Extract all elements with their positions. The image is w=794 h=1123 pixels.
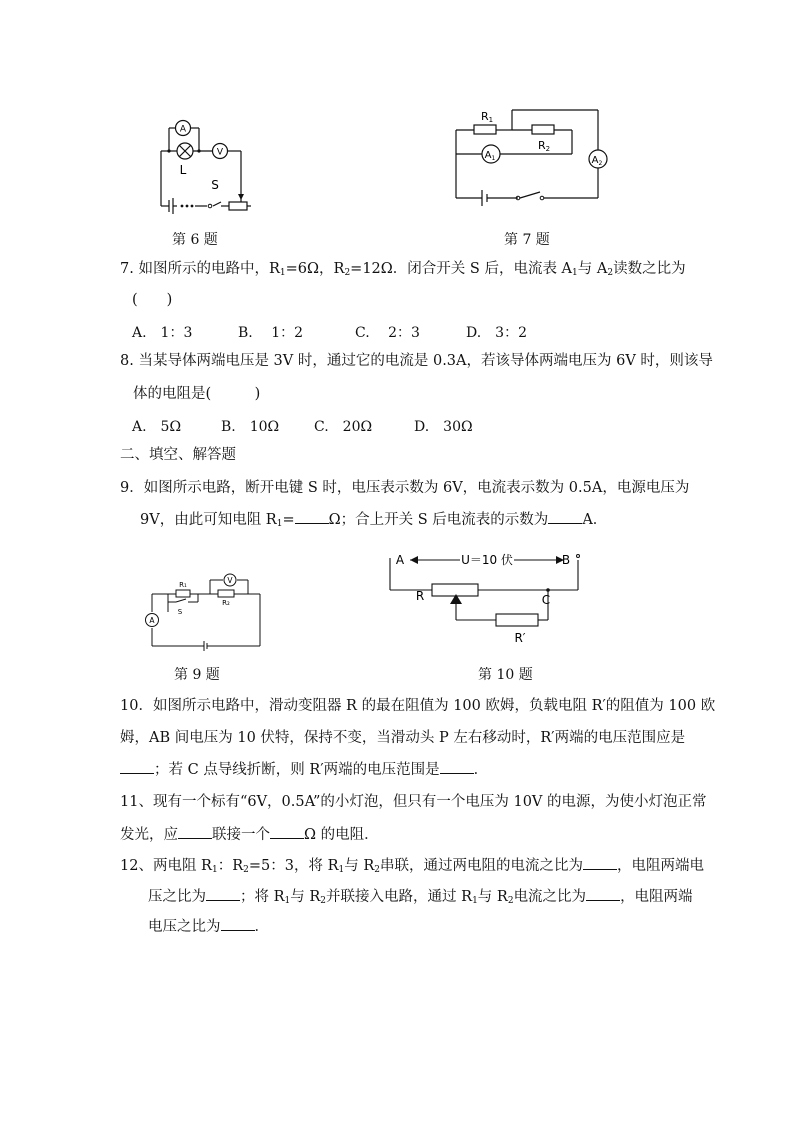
fig6-voltmeter-label: V [216,147,224,158]
fig10-a-label: A [395,553,405,567]
q9-text-c: Ω；合上开关 S 后电流表的示数为 [328,512,549,528]
q7-text-c: =12Ω．闭合开关 S 后，电流表 A [350,261,573,277]
fig6-lamp-label: L [179,163,187,177]
figure-10-circuit [384,548,584,648]
q10-line-3 [120,759,488,780]
q10-text-b: ． [473,762,489,778]
q8-line-1: 8. 当某导体两端电压是 3V 时，通过它的电流是 0.3A，若该导体两端电压为 6V 时，则该导 [120,353,713,369]
q9-blank-r1[interactable] [295,509,329,524]
q9-sub-1: 1 [276,519,283,529]
q8-option-c[interactable]: C. 20Ω [314,419,373,435]
q12-s5: 1 [284,896,291,906]
q9-line-2 [140,509,607,534]
q7-line-2: ( ) [132,292,173,308]
figure-7-circuit [448,104,612,212]
q12-s3: 1 [338,865,345,875]
fig10-rprime-label: R′ [514,631,526,645]
q7-option-a[interactable]: A. 1：3 [132,325,193,341]
q10-blank-2[interactable] [440,759,474,774]
q7-sub-4: 2 [607,268,614,278]
caption-q9: 第 9 题 [174,667,220,683]
q11-blank-1[interactable] [178,824,212,839]
q7-option-c[interactable]: C. 2：3 [355,325,420,341]
q10-line-1: 10．如图所示电路中，滑动变阻器 R 的最在阻值为 100 欧姆，负载电阻 R′的阻值为 100 欧 [120,698,716,714]
q7-text-a: 7. 如图所示的电路中，R [120,261,280,277]
q12-t1f: ，电阻两端电 [617,858,705,874]
q12-t2a: 压之比为 [148,889,206,905]
lamp-symbol [177,143,193,159]
figure-6-circuit [155,118,255,214]
q12-blank-2[interactable] [206,886,240,901]
fig7-a1-main: A [484,150,492,161]
fig9-r2-label: R₂ [222,599,230,607]
fig7-a2-sub: 2 [598,160,603,167]
q12-t1a: 12、两电阻 R [120,858,212,874]
q12-t2g: ，电阻两端 [620,889,693,905]
q8-option-a[interactable]: A. 5Ω [132,419,182,435]
fig7-r2-main: R [538,139,546,152]
q12-s7: 1 [472,896,478,906]
fig7-r1-label [481,110,493,124]
q12-blank-4[interactable] [221,916,255,931]
q12-t2d: 并联接入电路，通过 R [326,889,473,905]
q11-blank-2[interactable] [270,824,304,839]
q12-t1e: 串联，通过两电阻的电流之比为 [380,858,584,874]
fig7-a1-sub: 1 [491,155,496,162]
fig9-r1-label: R₁ [179,581,187,589]
q12-s1: 1 [211,865,218,875]
q7-text-d: 与 A [577,261,608,277]
q12-t1b: ：R [217,858,244,874]
q10-text-a: ；若 C 点导线折断，则 R′两端的电压范围是 [154,762,440,778]
fig6-switch-label: S [211,178,219,192]
q8-option-b[interactable]: B. 10Ω [221,419,280,435]
q12-line-2 [148,886,693,911]
q7-sub-3: 1 [572,268,578,278]
q12-blank-1[interactable] [583,855,617,870]
q9-blank-current[interactable] [548,509,582,524]
q7-sub-2: 2 [344,268,351,278]
q7-line-1 [120,259,686,283]
q11-text-a: 发光，应 [120,827,178,843]
caption-q6: 第 6 题 [172,232,218,248]
q12-t1c: =5：3，将 R [248,858,339,874]
q11-line-1: 11、现有一个标有“6V，0.5A”的小灯泡，但只有一个电压为 10V 的电源，为使小灯泡正常 [120,794,707,810]
fig10-c-label: C [541,593,551,607]
fig9-switch-label: S [177,608,183,616]
q12-t1d: 与 R [344,858,375,874]
fig7-r2-sub: 2 [545,145,551,153]
q12-s6: 2 [320,896,327,906]
q12-line-3 [148,916,269,937]
q11-line-2 [120,824,379,845]
q12-t3a: 电压之比为 [148,919,221,935]
fig9-voltmeter-label: V [227,576,233,585]
q12-s8: 2 [507,896,514,906]
section-heading: 二、填空、解答题 [120,447,236,463]
fig9-ammeter-label: A [149,616,155,625]
q7-option-d[interactable]: D. 3：2 [466,325,527,341]
fig7-r2-label [538,139,550,153]
fig7-a2-main: A [591,155,599,166]
q8-option-d[interactable]: D. 30Ω [414,419,473,435]
q9-text-a: 9V，由此可知电阻 R [140,512,277,528]
q11-text-b: 联接一个 [212,827,270,843]
figure-9-circuit [140,572,264,652]
caption-q10: 第 10 题 [478,667,533,683]
q12-line-1 [120,855,704,880]
q9-line-1: 9．如图所示电路，断开电键 S 时，电压表示数为 6V，电流表示数为 0.5A，电源电压为 [120,480,690,496]
fig6-ammeter-label: A [179,124,187,135]
q10-blank-1[interactable] [120,759,154,774]
q12-t2e: 与 R [477,889,508,905]
q12-s4: 2 [374,865,381,875]
caption-q7: 第 7 题 [504,232,550,248]
q7-option-b[interactable]: B. 1：2 [238,325,304,341]
q12-t3b: ． [254,919,269,935]
q12-t2f: 电流之比为 [513,889,587,905]
q7-text-e: 读数之比为 [613,261,686,277]
q12-blank-3[interactable] [586,886,620,901]
q8-line-2: 体的电阻是( ) [133,386,261,402]
q12-s2: 2 [243,865,249,875]
fig10-voltage-label: U＝10 伏 [461,553,513,567]
fig10-b-label: B [561,553,571,567]
fig10-r-label: R [415,589,425,603]
q9-text-b: = [282,512,295,528]
q11-text-c: Ω 的电阻． [304,827,379,843]
q9-text-d: A． [582,512,608,528]
q10-line-2: 姆，AB 间电压为 10 伏特，保持不变，当滑动头 P 左右移动时，R′两端的电压范围应是 [120,730,686,746]
q12-t2c: 与 R [290,889,321,905]
fig7-r1-main: R [481,110,489,123]
q7-text-b: =6Ω，R [285,261,345,277]
fig7-r1-sub: 1 [488,116,494,124]
q12-t2b: ；将 R [240,889,285,905]
q7-sub-1: 1 [279,268,286,278]
